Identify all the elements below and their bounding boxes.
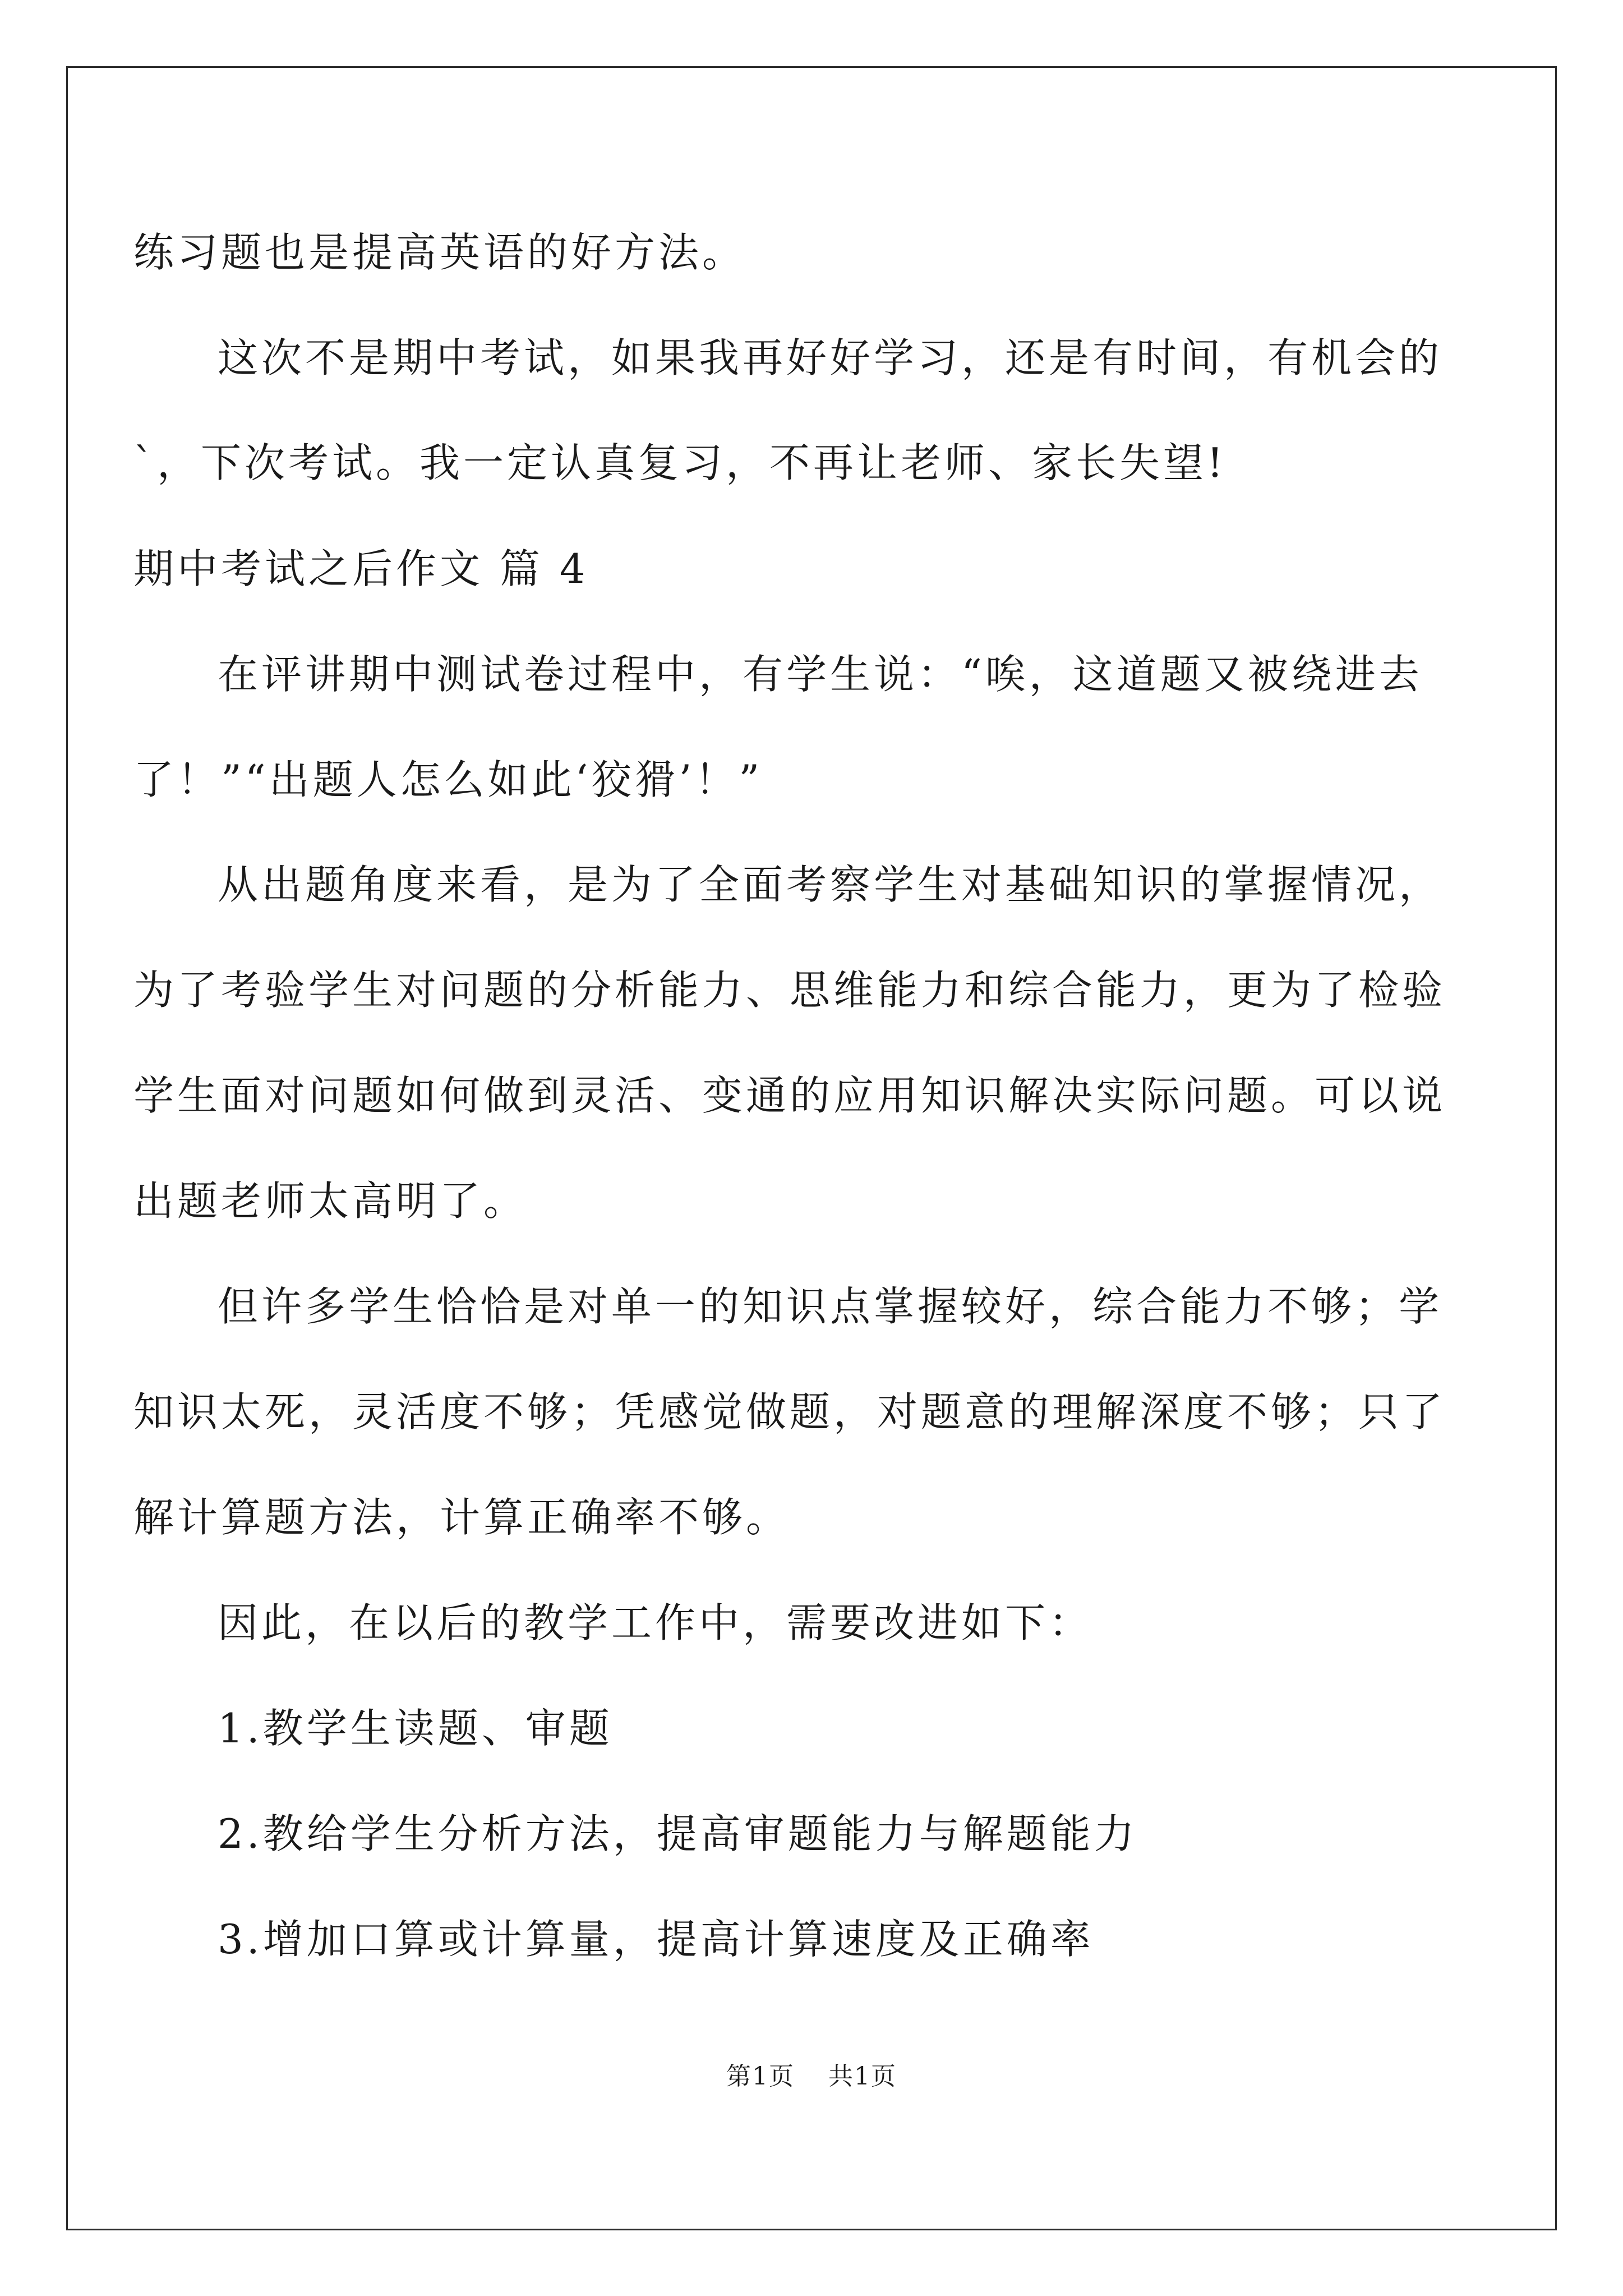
list-item: 3.增加口算或计算量，提高计算速度及正确率 [218, 1916, 1094, 1963]
text-line: 出题老师太高明了。 [133, 1177, 528, 1225]
paragraph-line: 在评讲期中测试卷过程中，有学生说：“唉，这道题又被绕进去 [218, 651, 1423, 698]
page-border [66, 66, 1557, 2230]
list-item: 2.教给学生分析方法，提高审题能力与解题能力 [218, 1810, 1138, 1857]
page-number-total: 共1页 [828, 2062, 897, 2091]
section-heading: 期中考试之后作文 篇 4 [133, 545, 589, 592]
text-line: 解计算题方法，计算正确率不够。 [133, 1494, 790, 1541]
page-number-current: 第1页 [726, 2062, 795, 2091]
text-line: 学生面对问题如何做到灵活、变通的应用知识解决实际问题。可以说 [133, 1072, 1446, 1119]
paragraph-line: 这次不是期中考试，如果我再好好学习，还是有时间，有机会的 [218, 334, 1443, 381]
text-line: 知识太死，灵活度不够；凭感觉做题，对题意的理解深度不够；只了 [133, 1388, 1446, 1435]
list-item: 1.教学生读题、审题 [218, 1705, 613, 1752]
text-line: 为了考验学生对问题的分析能力、思维能力和综合能力，更为了检验 [133, 967, 1446, 1014]
text-line: 了！”“出题人怎么如此‘狡猾’！” [133, 756, 763, 803]
page-footer [0, 2064, 1623, 2089]
text-line: 练习题也是提高英语的好方法。 [133, 229, 746, 276]
paragraph-line: 从出题角度来看，是为了全面考察学生对基础知识的掌握情况， [218, 861, 1443, 908]
text-line: `，下次考试。我一定认真复习，不再让老师、家长失望! [133, 439, 1227, 486]
paragraph-line: 因此，在以后的教学工作中，需要改进如下： [218, 1599, 1093, 1646]
paragraph-line: 但许多学生恰恰是对单一的知识点掌握较好，综合能力不够；学 [218, 1283, 1443, 1330]
